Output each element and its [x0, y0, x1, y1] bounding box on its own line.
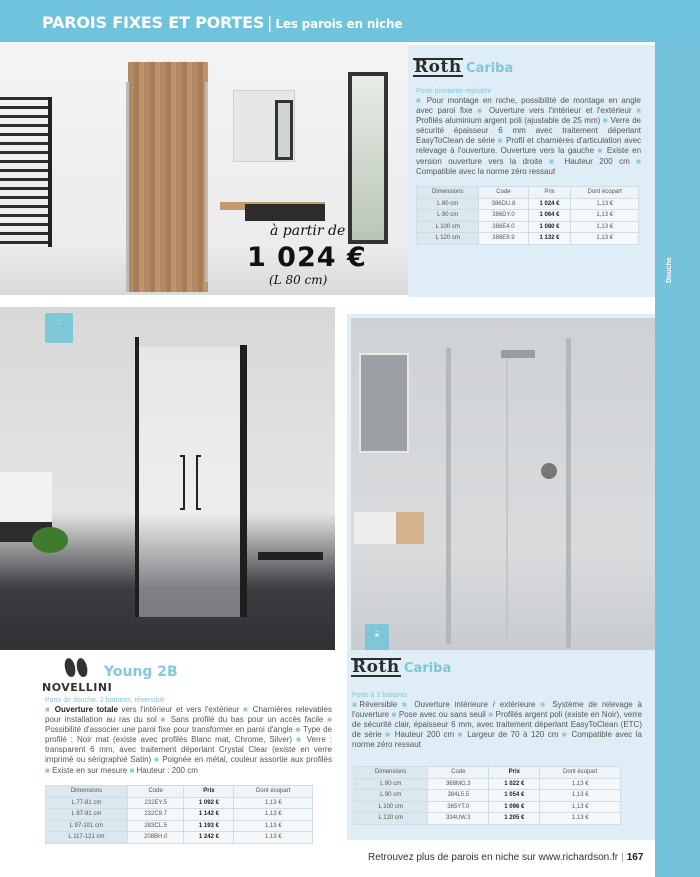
feature-badge-icon: ▭ ▮▮ [365, 624, 389, 650]
promo-from-label: à partir de [270, 223, 346, 239]
towel-radiator [0, 97, 52, 247]
model-name: Cariba [466, 61, 514, 76]
door-frame-right [205, 82, 208, 282]
stool [258, 552, 323, 560]
shower-valve [541, 463, 557, 479]
wood-wall [128, 62, 208, 292]
price-table [416, 186, 639, 245]
door-profile-left [135, 337, 139, 617]
side-tab-band [655, 42, 700, 877]
product-panel-roth-cariba-pivot [408, 45, 655, 297]
table-row: L 100 cm 365YT.0 1 096 € 1,13 € [354, 801, 621, 813]
photo-novellini-young [0, 307, 335, 650]
door-handle-left [180, 455, 185, 510]
table-row: L 77-81 cm 232EY.5 1 092 € 1,13 € [46, 797, 313, 809]
promo-price: 1 024 € [247, 242, 367, 273]
door-frame-left [126, 82, 129, 292]
promo-size: (L 80 cm) [269, 273, 328, 287]
novellini-logo-icon [65, 658, 89, 678]
shower-glass [139, 347, 240, 617]
door-profile-right [240, 345, 247, 617]
plant [32, 527, 68, 553]
product-panel-roth-cariba-double [347, 650, 655, 840]
table-row: L 80 cm 386DU.8 1 024 € 1,13 € [417, 198, 639, 210]
product-subtitle: Paroi de douche, 2 battants, réversible [45, 697, 165, 704]
door-center-joint [506, 358, 508, 643]
product-subtitle: Porte pivotante repliable [416, 88, 492, 95]
vanity [245, 204, 325, 221]
table-header-row: Dimensions Code Prix Dont écopart [417, 187, 639, 199]
table-header-row: Dimensions Code Prix Dont écopart [354, 767, 621, 779]
photo-roth-cariba-double [347, 314, 655, 650]
table-row: L 100 cm 386E4.0 1 080 € 1,13 € [417, 221, 639, 233]
shower-head [501, 350, 535, 358]
roth-logo: Roth [352, 657, 400, 677]
table-row: L 90 cm 386DY.0 1 064 € 1,13 € [417, 210, 639, 222]
model-name: Cariba [404, 661, 452, 676]
table-row: L 90 cm 384L5.5 1 054 € 1,13 € [354, 790, 621, 802]
product-description: ■ Pour montage en niche, possibilité de montage en angle avec paroi fixe ■ Ouverture vers l'intérieur et l'extérieur ■ Profilés aluminium argent poli (ajustable de 25 mm) ■ Verre de sécurité épaisseur 6 mm avec traitement déperlant EasyToClean de série ■ Profil et charnières d'articulation avec relevage à l'ouverture. Ouverture vers la gauche ■ Existe en version ouverture vers la droite ■ Hauteur 200 cm ■ Compatible avec la norme zéro ressaut [416, 96, 642, 176]
model-name: Young 2B [104, 664, 178, 680]
product-description: ■ Ouverture totale vers l'intérieur et vers l'extérieur ■ Charnières relevables pour installation au ras du sol ■ Sans profilé du bas pour un accès facile ■ Possibilité d'associer une paroi fixe pour transformer en paroi d'angle ■ Type de profilé : Noir mat (existe avec profilés Blanc mat, Chrome, Silver) ■ Verre : transparent 6 mm, avec traitement déperlant Crystal Clear (existe en verre imprimé ou sérigraphié Satin) ■ Poignée en métal, couleur assortie aux profilés ■ Existe en sur mesure ■ Hauteur : 200 cm [45, 705, 332, 775]
door-frame-right [566, 338, 571, 648]
door-frame-left [446, 348, 451, 644]
side-tab-label: Douche [666, 257, 673, 283]
table-row: L 80 cm 368MG.3 1 022 € 1,13 € [354, 778, 621, 790]
page-subtitle: Les parois en niche [275, 17, 403, 31]
product-description: ■Réversible ■ Ouverture intérieure / extérieure ■ Système de relevage à l'ouverture ■ Pose avec ou sans seuil ■ Profilés argent poli (existe en Noir), verre de sécurité clair, épaisseur 6 mm, avec traitement déperlant EasyToClean (ETC) de série ■ Hauteur 200 cm ■ Largeur de 70 à 120 cm ■ Compatible avec la norme zéro ressaut [352, 700, 643, 750]
feature-badge-icon: ▭ ─ [45, 313, 73, 343]
door-handle-right [196, 455, 201, 510]
table-row: L 120 cm 334UW.3 1 205 € 1,13 € [354, 813, 621, 825]
mirror [359, 353, 409, 453]
brand-name: NOVELLINI [42, 681, 113, 694]
product-subtitle: Porte à 2 battants [352, 692, 408, 699]
table-row: L 117-121 cm 208BH.0 1 242 € 1,13 € [46, 832, 313, 844]
radiator-bar [48, 97, 52, 247]
page-title-main: PAROIS FIXES ET PORTES [42, 13, 265, 32]
price-table [45, 785, 313, 844]
footer-link-text[interactable]: Retrouvez plus de parois en niche sur www.richardson.fr [368, 852, 619, 863]
vanity [354, 512, 424, 544]
table-row: L 97-101 cm 283CL.5 1 193 € 1,13 € [46, 820, 313, 832]
table-header-row: Dimensions Code Prix Dont écopart [46, 786, 313, 798]
table-row: L 120 cm 386E9.9 1 132 € 1,13 € [417, 233, 639, 245]
table-row: L 87-91 cm 232C9.7 1 142 € 1,13 € [46, 809, 313, 821]
page-title: PAROIS FIXES ET PORTES | Les parois en niche [42, 13, 403, 32]
price-table [353, 766, 621, 825]
mirror-reflection [275, 100, 293, 160]
page-number: 167 [626, 852, 644, 863]
window [348, 72, 388, 244]
footer: Retrouvez plus de parois en niche sur www.richardson.fr | 167 [368, 852, 644, 863]
roth-logo: Roth [414, 57, 462, 77]
